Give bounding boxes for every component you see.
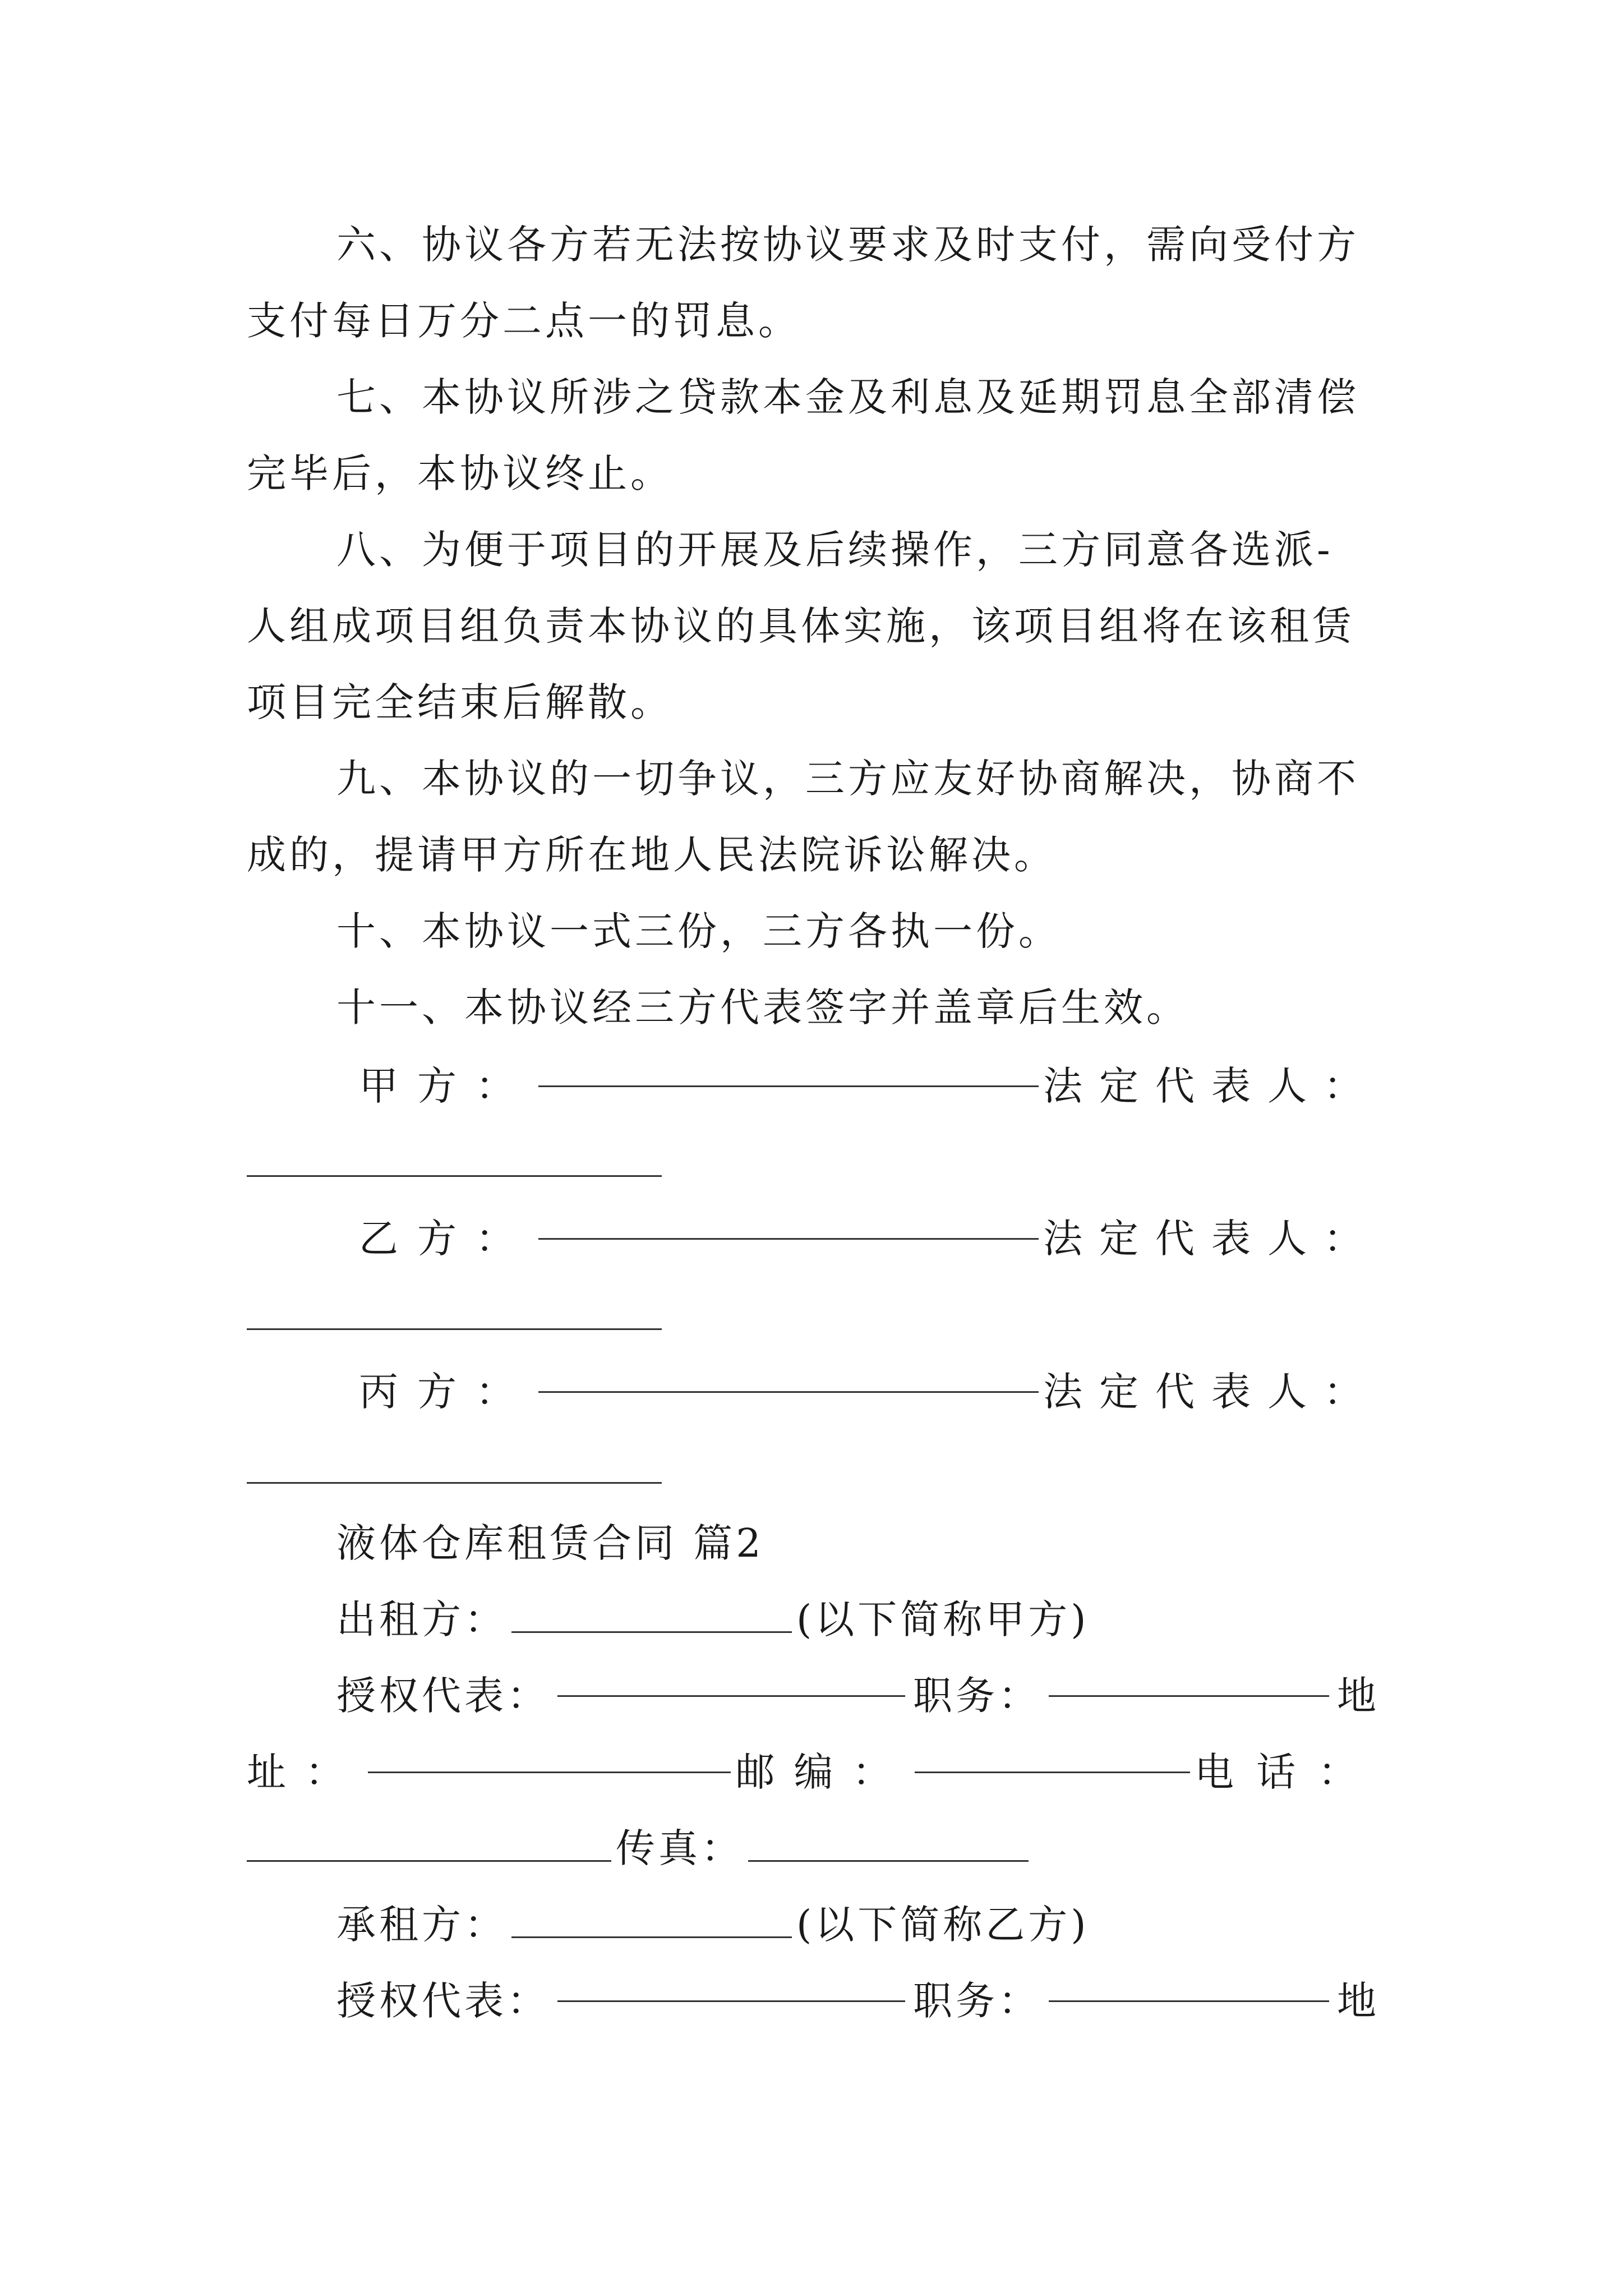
clause-8-line-2: 人组成项目组负责本协议的具体实施，该项目组将在该租赁 bbox=[247, 603, 1355, 649]
lessor-phone-blank[interactable] bbox=[247, 1860, 611, 1862]
clause-8-line-3: 项目完全结束后解散。 bbox=[247, 679, 673, 725]
party-b-label: 乙方： bbox=[359, 1216, 534, 1262]
signature-party-b bbox=[359, 1200, 1380, 1277]
lessor-line bbox=[336, 1581, 1380, 1658]
lessee-line bbox=[336, 1887, 1380, 1963]
clause-6-line-1: 六、协议各方若无法按协议要求及时支付，需向受付方 bbox=[336, 222, 1359, 268]
lessor-auth-rep-line bbox=[336, 1658, 1380, 1734]
signature-party-c bbox=[359, 1354, 1380, 1430]
lessor-postcode-blank[interactable] bbox=[915, 1772, 1190, 1773]
clause-11: 十一、本协议经三方代表签字并盖章后生效。 bbox=[336, 984, 1189, 1030]
lessee-blank[interactable] bbox=[511, 1936, 792, 1938]
lessee-auth-rep-line bbox=[336, 1963, 1380, 2039]
lessor-address-label: 址： bbox=[247, 1749, 363, 1795]
lessor-phone-label: 电话： bbox=[1195, 1749, 1380, 1795]
party-c-legal-rep-blank[interactable] bbox=[247, 1482, 662, 1484]
clause-9-line-1: 九、本协议的一切争议，三方应友好协商解决，协商不 bbox=[336, 756, 1359, 802]
party-c-blank[interactable] bbox=[538, 1391, 1039, 1393]
party-a-label: 甲方： bbox=[359, 1063, 534, 1109]
party-c-label: 丙方： bbox=[359, 1369, 534, 1415]
lessee-auth-rep-blank[interactable] bbox=[557, 2000, 905, 2002]
lessee-label: 承租方： bbox=[336, 1902, 507, 1948]
lessor-suffix: (以下简称甲方) bbox=[796, 1596, 1090, 1642]
party-a-legal-rep-label: 法定代表人： bbox=[1043, 1063, 1380, 1109]
lessor-blank[interactable] bbox=[511, 1631, 792, 1633]
signature-party-a bbox=[359, 1048, 1380, 1124]
party-a-blank[interactable] bbox=[538, 1085, 1039, 1087]
lessee-position-label: 职务： bbox=[913, 1978, 1041, 2024]
lessor-fax-line bbox=[247, 1810, 1380, 1887]
lessee-auth-rep-label: 授权代表： bbox=[336, 1978, 550, 2024]
lessee-position-blank[interactable] bbox=[1049, 2000, 1329, 2002]
lessor-position-blank[interactable] bbox=[1049, 1695, 1329, 1697]
lessor-fax-label: 传真： bbox=[616, 1825, 744, 1871]
party-b-legal-rep-label: 法定代表人： bbox=[1043, 1216, 1380, 1262]
section-2-title: 液体仓库租赁合同 篇2 bbox=[336, 1520, 764, 1566]
lessor-auth-rep-blank[interactable] bbox=[557, 1695, 905, 1697]
clause-6-line-2: 支付每日万分二点一的罚息。 bbox=[247, 298, 801, 344]
lessor-fax-blank[interactable] bbox=[748, 1860, 1029, 1862]
lessor-address-line bbox=[247, 1734, 1380, 1810]
clause-7-line-2: 完毕后，本协议终止。 bbox=[247, 450, 673, 496]
party-a-legal-rep-blank[interactable] bbox=[247, 1175, 662, 1177]
lessor-auth-rep-label: 授权代表： bbox=[336, 1673, 550, 1719]
clause-8-line-1: 八、为便于项目的开展及后续操作，三方同意各选派- bbox=[336, 527, 1334, 573]
lessor-label: 出租方： bbox=[336, 1596, 507, 1642]
lessee-address-first-char: 地 bbox=[1337, 1978, 1380, 2024]
clause-10: 十、本协议一式三份，三方各执一份。 bbox=[336, 908, 1061, 954]
lessee-suffix: (以下简称乙方) bbox=[796, 1902, 1090, 1948]
lessor-position-label: 职务： bbox=[913, 1673, 1041, 1719]
clause-9-line-2: 成的，提请甲方所在地人民法院诉讼解决。 bbox=[247, 832, 1057, 878]
lessor-postcode-label: 邮编： bbox=[735, 1749, 911, 1795]
party-b-blank[interactable] bbox=[538, 1238, 1039, 1240]
clause-7-line-1: 七、本协议所涉之贷款本金及利息及延期罚息全部清偿 bbox=[336, 374, 1359, 420]
lessor-address-first-char: 地 bbox=[1337, 1673, 1380, 1719]
lessor-address-blank[interactable] bbox=[368, 1772, 731, 1773]
party-c-legal-rep-label: 法定代表人： bbox=[1043, 1369, 1380, 1415]
party-b-legal-rep-blank[interactable] bbox=[247, 1328, 662, 1330]
